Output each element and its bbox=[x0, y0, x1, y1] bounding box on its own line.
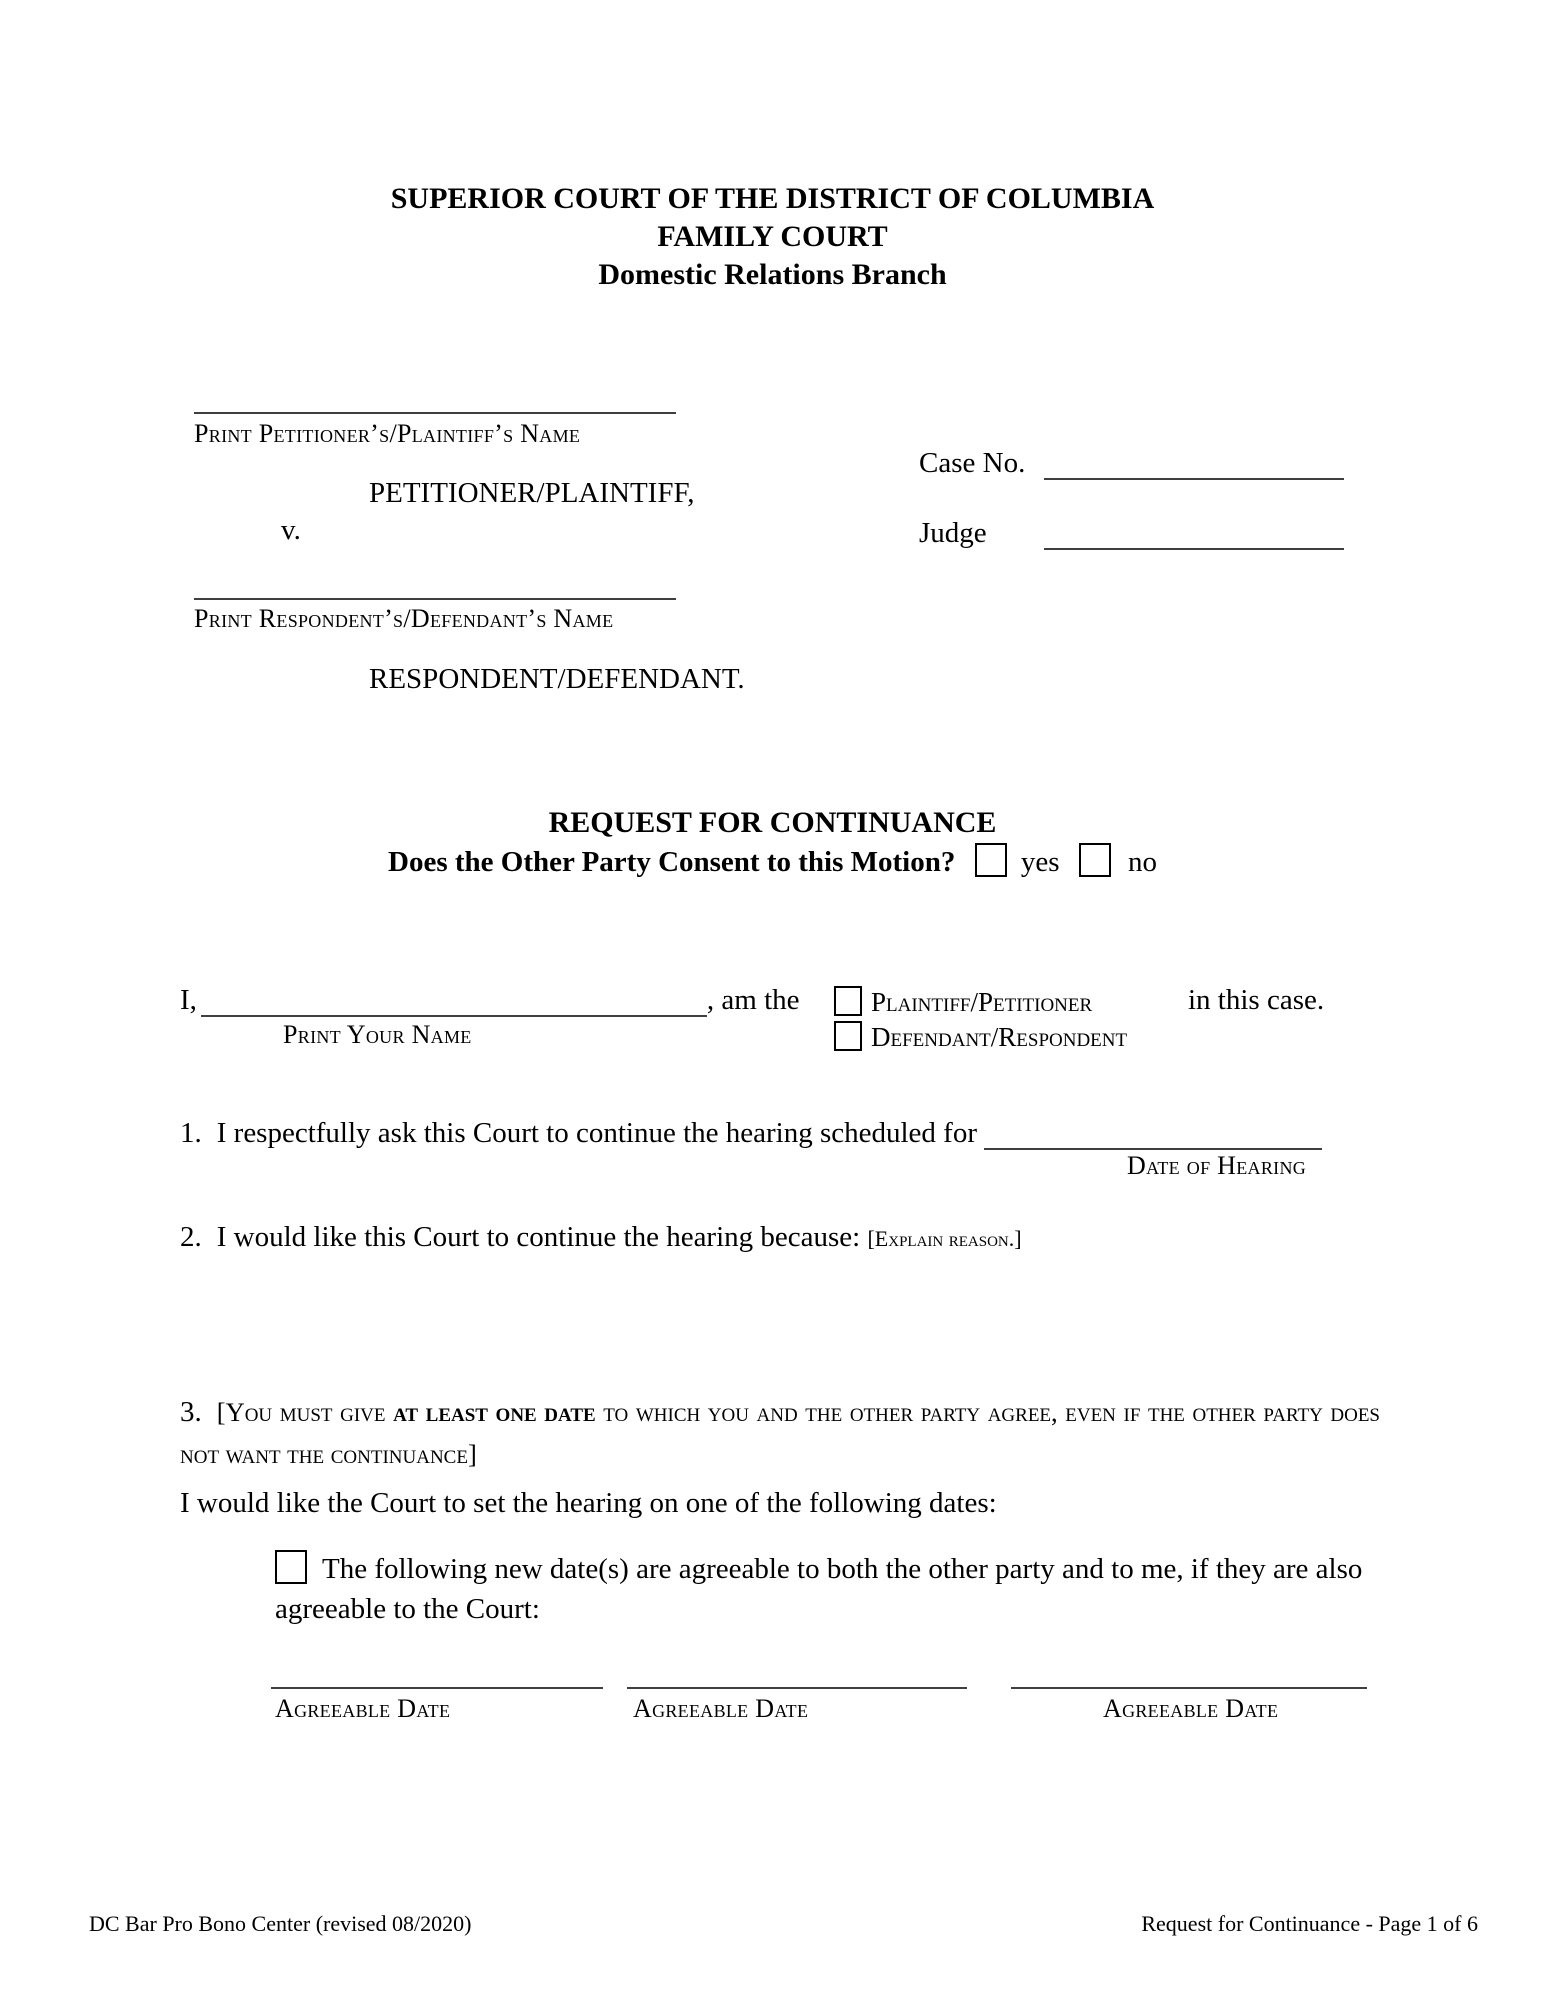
item3-bracket-bold: at least one date bbox=[393, 1397, 596, 1427]
consent-no-checkbox[interactable] bbox=[1079, 843, 1111, 877]
intro-i-prefix: I, bbox=[180, 984, 197, 1016]
judge-row bbox=[919, 517, 1344, 550]
consent-row bbox=[0, 843, 1545, 879]
item3-bracket-post: to which you and the other party agree, even if the other party does not want the continuance] bbox=[180, 1397, 1380, 1469]
case-no-field[interactable] bbox=[1044, 449, 1344, 480]
agreeable-dates-para bbox=[275, 1549, 1383, 1629]
agreeable-date-label-3: Agreeable Date bbox=[1103, 1694, 1279, 1723]
item2-row bbox=[180, 1221, 1022, 1254]
petitioner-name-field[interactable] bbox=[194, 378, 676, 414]
intro-am-the: , am the bbox=[706, 984, 800, 1016]
your-name-label: Print Your Name bbox=[283, 1020, 472, 1049]
court-header bbox=[0, 180, 1545, 294]
case-no-row bbox=[919, 447, 1344, 480]
item1-text: I respectfully ask this Court to continue the hearing scheduled for bbox=[216, 1117, 977, 1149]
motion-title: REQUEST FOR CONTINUANCE bbox=[548, 806, 997, 839]
agreeable-dates-text: The following new date(s) are agreeable to both the other party and to me, if they are also agreeable to the Court: bbox=[275, 1553, 1363, 1625]
item1-row bbox=[180, 1117, 1322, 1150]
item3-row bbox=[180, 1391, 1380, 1475]
agreeable-dates-checkbox[interactable] bbox=[275, 1550, 307, 1584]
consent-question: Does the Other Party Consent to this Motion? bbox=[388, 846, 956, 878]
agreeable-date-field-2[interactable] bbox=[627, 1653, 967, 1689]
your-name-field[interactable] bbox=[201, 986, 707, 1017]
item3-intro: I would like the Court to set the hearing on one of the following dates: bbox=[180, 1487, 997, 1519]
petitioner-role-label: PETITIONER/PLAINTIFF, bbox=[369, 477, 695, 509]
item1-number: 1. bbox=[180, 1117, 202, 1149]
intro-suffix: in this case. bbox=[1188, 984, 1325, 1016]
agreeable-date-label-1: Agreeable Date bbox=[275, 1694, 451, 1723]
item2-text: I would like this Court to continue the hearing because: bbox=[216, 1221, 861, 1253]
case-no-label: Case No. bbox=[919, 447, 1026, 479]
defendant-checkbox[interactable] bbox=[834, 1021, 862, 1051]
item3-number: 3. bbox=[180, 1396, 202, 1428]
hearing-date-label: Date of Hearing bbox=[1127, 1151, 1307, 1180]
consent-no-label: no bbox=[1128, 846, 1157, 878]
defendant-option-row bbox=[834, 1021, 1127, 1054]
court-division: FAMILY COURT bbox=[657, 220, 888, 253]
agreeable-date-label-2: Agreeable Date bbox=[633, 1694, 809, 1723]
versus-label: v. bbox=[281, 514, 301, 546]
footer-right: Request for Continuance - Page 1 of 6 bbox=[1141, 1911, 1478, 1936]
respondent-name-field[interactable] bbox=[194, 564, 676, 600]
respondent-name-label: Print Respondent’s/Defendant’s Name bbox=[194, 604, 614, 633]
judge-label: Judge bbox=[919, 517, 987, 549]
hearing-date-field[interactable] bbox=[984, 1119, 1322, 1150]
item2-number: 2. bbox=[180, 1221, 202, 1253]
item2-note: [Explain reason.] bbox=[867, 1226, 1022, 1251]
consent-yes-checkbox[interactable] bbox=[975, 843, 1007, 877]
defendant-option-label: Defendant/Respondent bbox=[871, 1022, 1128, 1052]
judge-field[interactable] bbox=[1044, 519, 1344, 550]
intro-row bbox=[180, 984, 800, 1017]
reason-writein-area[interactable] bbox=[180, 1260, 1376, 1370]
plaintiff-option-row bbox=[834, 986, 1092, 1019]
petitioner-name-label: Print Petitioner’s/Plaintiff’s Name bbox=[194, 419, 581, 448]
agreeable-date-field-3[interactable] bbox=[1011, 1653, 1367, 1689]
respondent-role-label: RESPONDENT/DEFENDANT. bbox=[369, 663, 745, 695]
plaintiff-option-label: Plaintiff/Petitioner bbox=[871, 987, 1093, 1017]
consent-yes-label: yes bbox=[1020, 846, 1060, 878]
agreeable-date-field-1[interactable] bbox=[271, 1653, 603, 1689]
plaintiff-checkbox[interactable] bbox=[834, 986, 862, 1016]
footer-left: DC Bar Pro Bono Center (revised 08/2020) bbox=[89, 1911, 472, 1936]
court-name: SUPERIOR COURT OF THE DISTRICT OF COLUMBIA bbox=[390, 182, 1155, 215]
court-branch: Domestic Relations Branch bbox=[598, 258, 947, 291]
item3-bracket-pre: [You must give bbox=[216, 1397, 394, 1427]
